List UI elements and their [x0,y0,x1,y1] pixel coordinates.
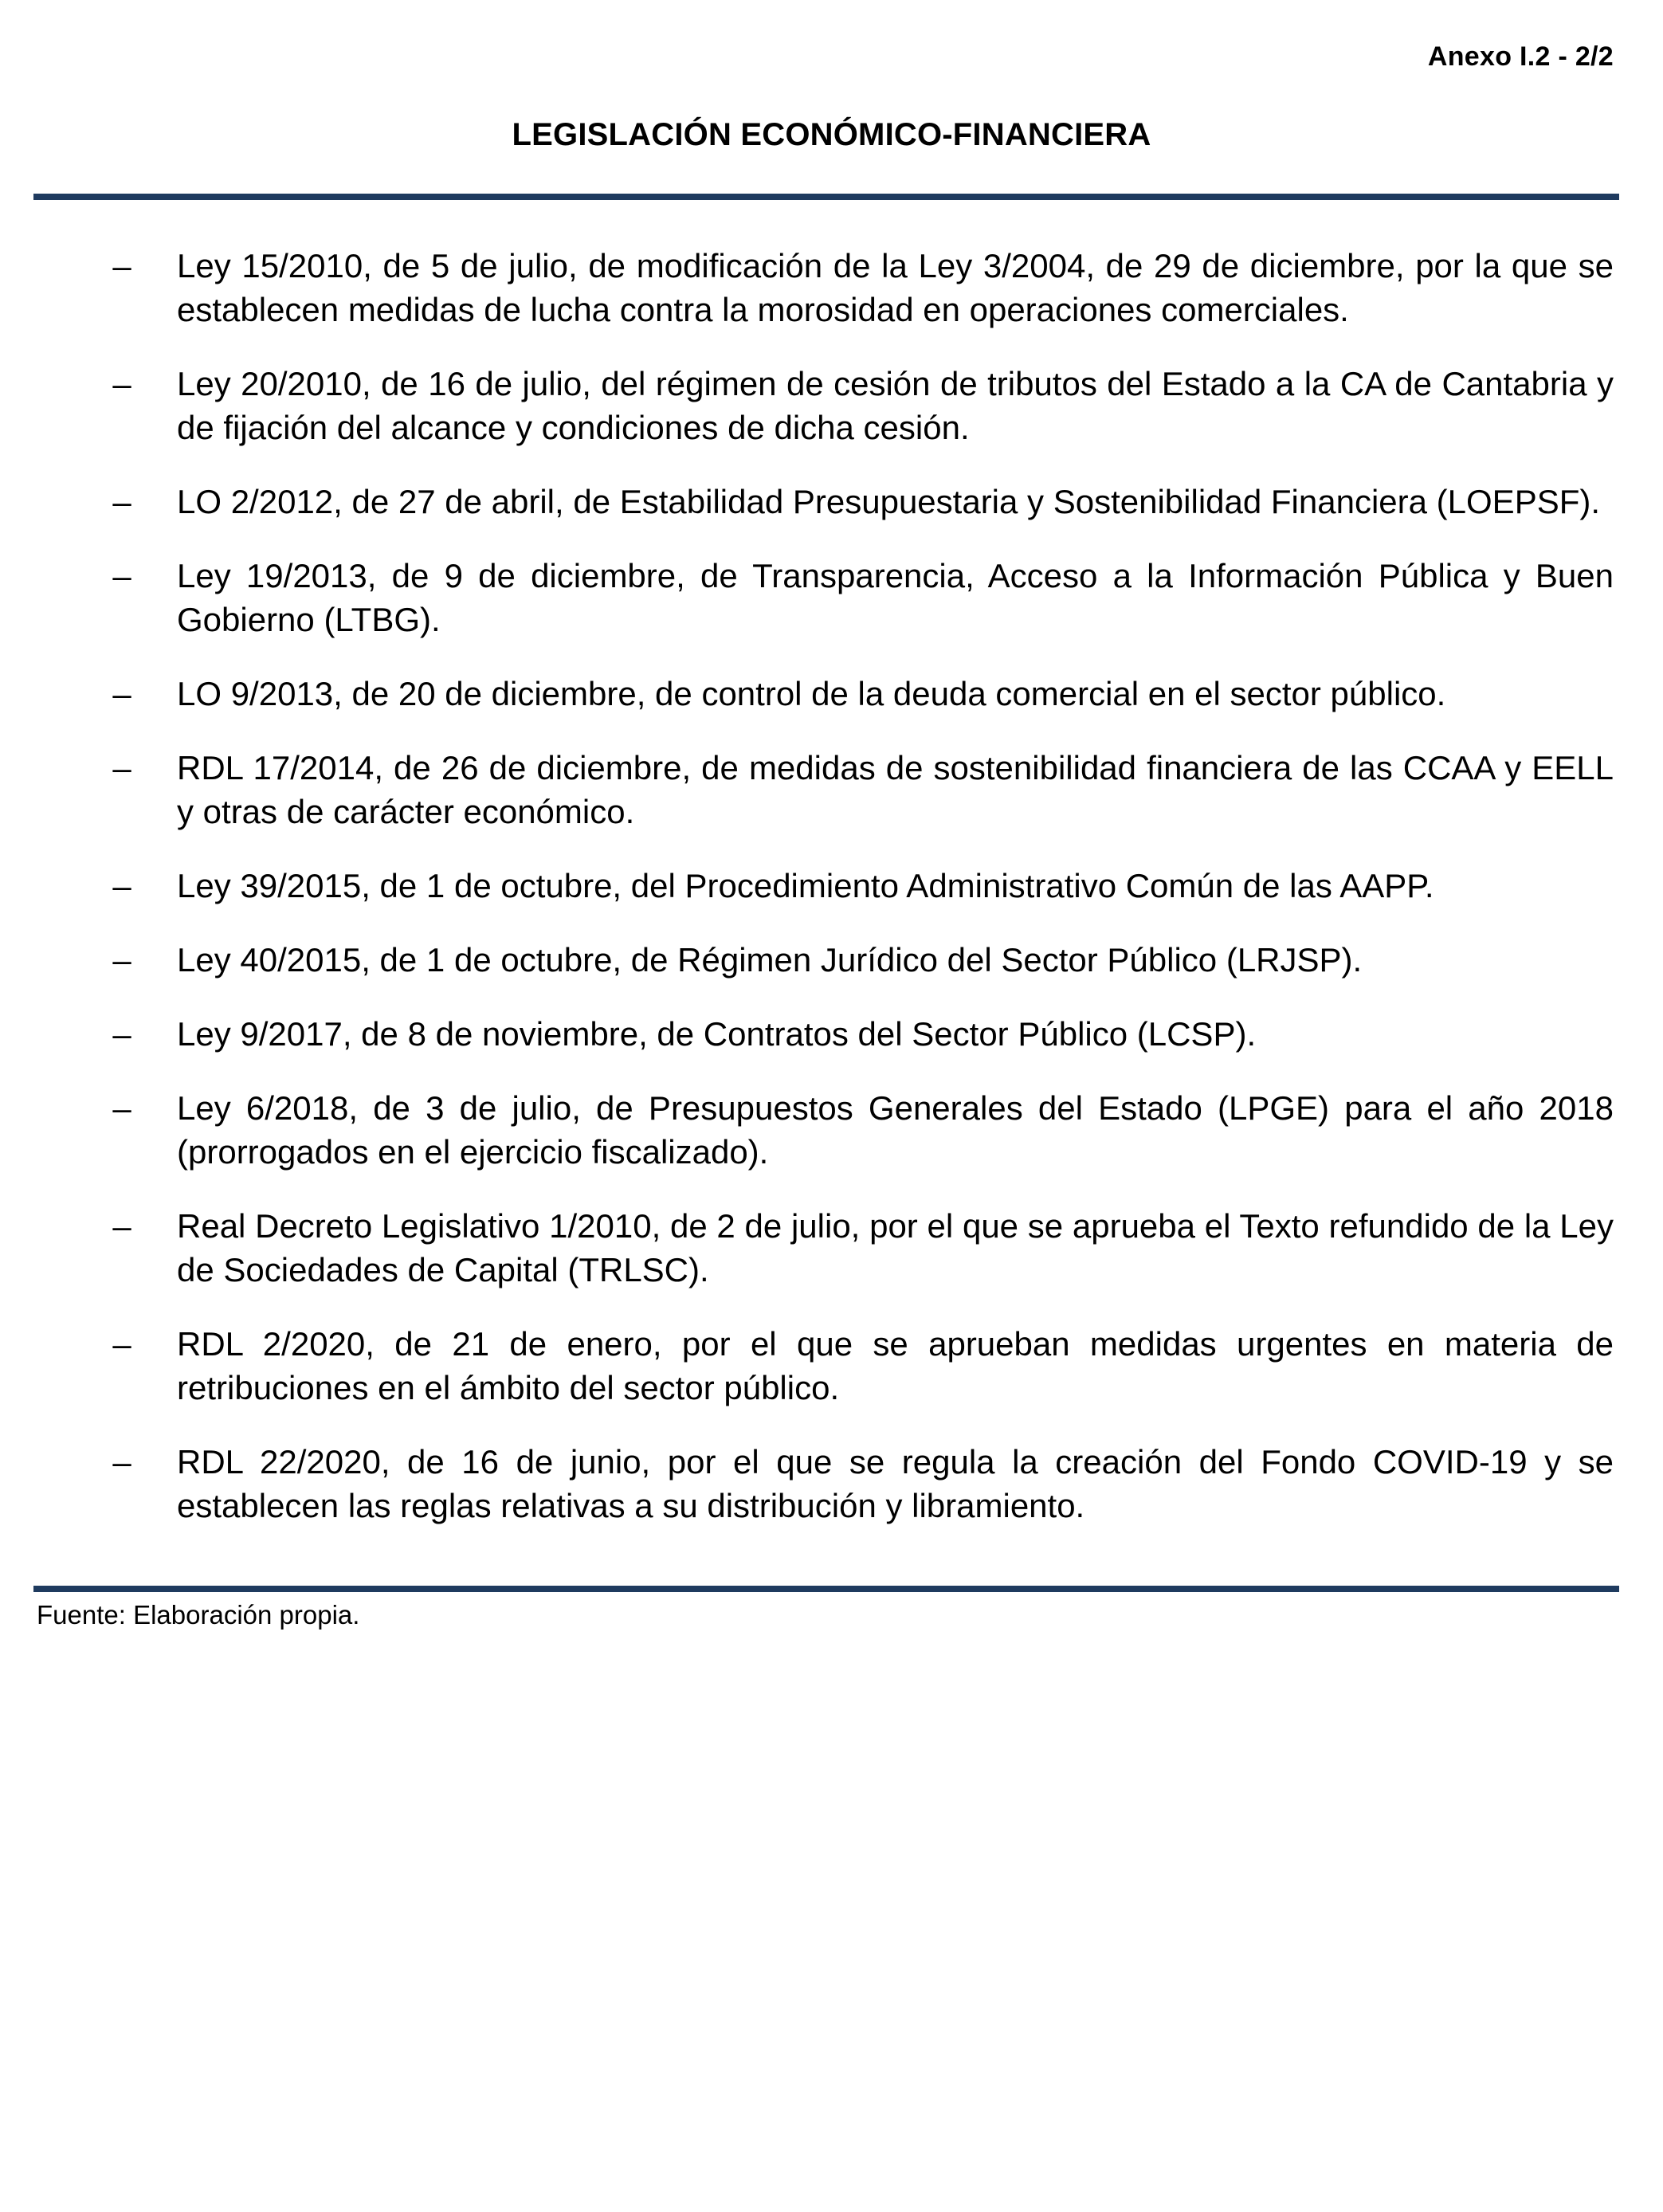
list-item-text: RDL 2/2020, de 21 de enero, por el que se aprueban medidas urgentes en materia de retribuciones en el ámbito del sector público. [177,1325,1614,1406]
list-item-text: Ley 9/2017, de 8 de noviembre, de Contratos del Sector Público (LCSP). [177,1015,1257,1053]
list-item-text: Ley 20/2010, de 16 de julio, del régimen de cesión de tributos del Estado a la CA de Cantabria y de fijación del alcance y condiciones de dicha cesión. [177,365,1614,446]
dash-bullet: – [112,675,131,712]
bottom-divider [33,1586,1619,1592]
legislation-list [0,244,1663,1558]
list-item-text: Ley 6/2018, de 3 de julio, de Presupuestos Generales del Estado (LPGE) para el año 2018 (prorrogados en el ejercicio fiscalizado). [177,1089,1614,1171]
dash-bullet: – [112,483,131,520]
list-item-text: Real Decreto Legislativo 1/2010, de 2 de julio, por el que se aprueba el Texto refundido de la Ley de Sociedades de Capital (TRLSC). [177,1207,1614,1288]
dash-bullet: – [112,247,131,284]
list-item [0,1204,1663,1292]
dash-bullet: – [112,557,131,594]
list-item [0,672,1663,716]
list-item-text: Ley 39/2015, de 1 de octubre, del Procedimiento Administrativo Común de las AAPP. [177,867,1434,904]
list-item-text: RDL 17/2014, de 26 de diciembre, de medidas de sostenibilidad financiera de las CCAA y EELL y otras de carácter económico. [177,749,1614,830]
list-item [0,746,1663,833]
list-item-text: RDL 22/2020, de 16 de junio, por el que se regula la creación del Fondo COVID-19 y se establecen las reglas relativas a su distribución y libramiento. [177,1443,1614,1524]
list-item [0,244,1663,331]
list-item [0,1440,1663,1528]
list-item-text: LO 9/2013, de 20 de diciembre, de control de la deuda comercial en el sector público. [177,675,1446,712]
list-item-text: Ley 15/2010, de 5 de julio, de modificación de la Ley 3/2004, de 29 de diciembre, por la que se establecen medidas de lucha contra la morosidad en operaciones comerciales. [177,247,1614,328]
list-item [0,1322,1663,1410]
list-item [0,362,1663,449]
list-item [0,1012,1663,1056]
dash-bullet: – [112,1207,131,1245]
annex-label: Anexo I.2 - 2/2 [1427,41,1614,72]
dash-bullet: – [112,365,131,402]
top-divider [33,194,1619,200]
dash-bullet: – [112,867,131,904]
list-item-text: Ley 40/2015, de 1 de octubre, de Régimen Jurídico del Sector Público (LRJSP). [177,941,1363,979]
source-note: Fuente: Elaboración propia. [37,1600,360,1630]
list-item [0,554,1663,641]
page-title: LEGISLACIÓN ECONÓMICO-FINANCIERA [512,117,1151,152]
list-item [0,1086,1663,1174]
list-item [0,938,1663,982]
dash-bullet: – [112,1443,131,1481]
list-item [0,864,1663,908]
dash-bullet: – [112,1089,131,1127]
dash-bullet: – [112,941,131,979]
list-item-text: Ley 19/2013, de 9 de diciembre, de Transparencia, Acceso a la Información Pública y Buen Gobierno (LTBG). [177,557,1614,638]
dash-bullet: – [112,1015,131,1053]
list-item [0,480,1663,524]
dash-bullet: – [112,1325,131,1363]
dash-bullet: – [112,749,131,786]
list-item-text: LO 2/2012, de 27 de abril, de Estabilidad Presupuestaria y Sostenibilidad Financiera (LOEPSF). [177,483,1601,520]
